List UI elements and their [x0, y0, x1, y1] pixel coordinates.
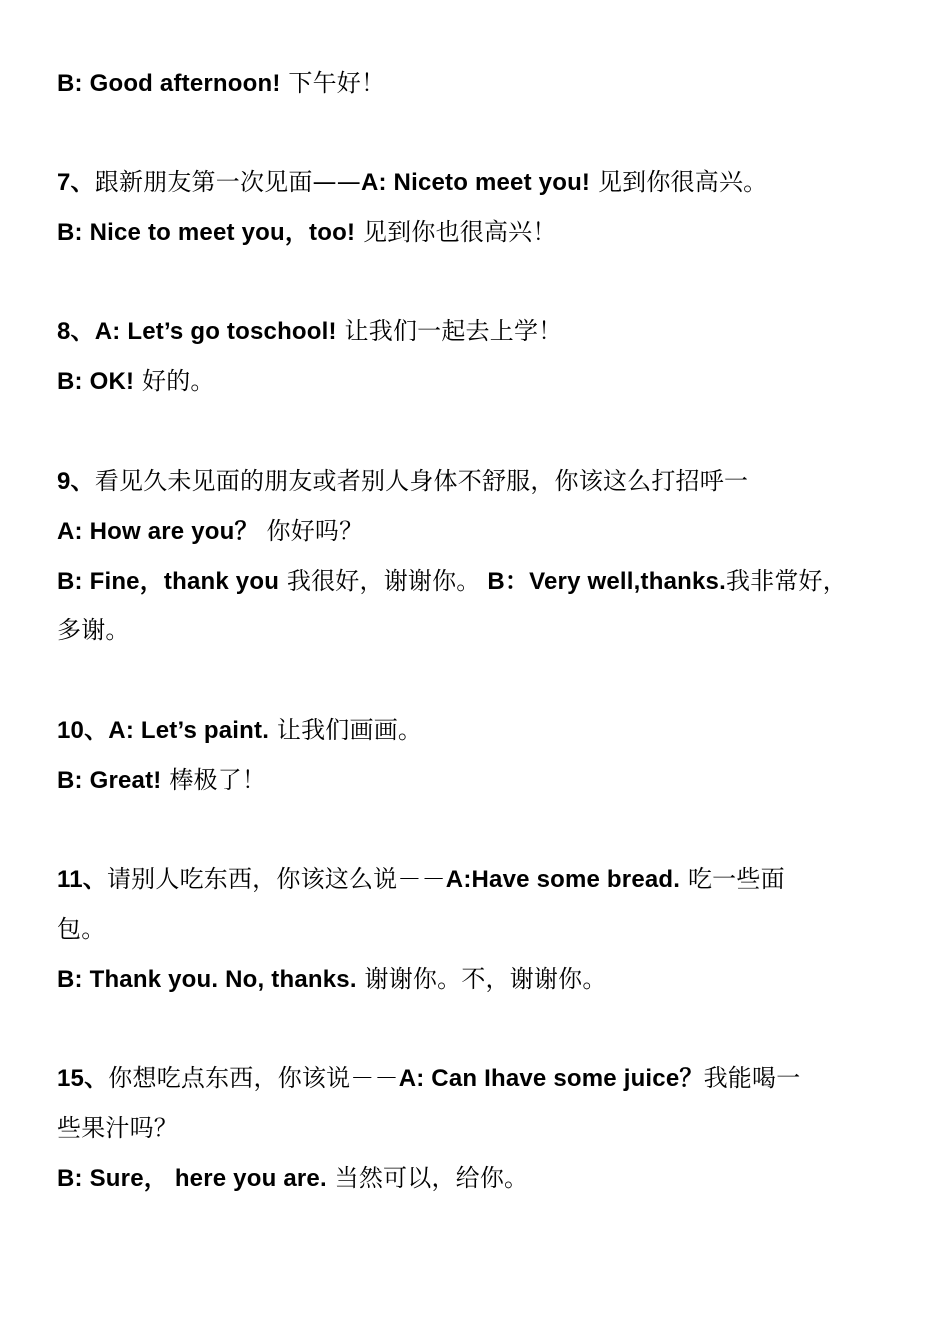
dialogue-line [57, 1112, 178, 1144]
chinese-text: 让我们画画。 [269, 716, 423, 744]
chinese-text: 下午好！ [280, 69, 386, 97]
chinese-text: 我能喝一 [703, 1064, 801, 1092]
english-text: B: Sure， here you are. [57, 1165, 327, 1192]
dialogue-line [57, 614, 130, 646]
english-text: B：Very well,thanks. [480, 568, 726, 595]
chinese-text: 跟新朋友第一次见面—— [94, 168, 361, 196]
english-text: B: OK! [57, 368, 135, 395]
chinese-text: 些果汁吗？ [57, 1114, 178, 1142]
chinese-text: 你想吃点东西，你该说－－ [108, 1064, 399, 1092]
english-text: B: Good afternoon! [57, 70, 281, 97]
dialogue-line [57, 515, 363, 547]
english-text: A: Niceto meet you! [360, 169, 591, 196]
chinese-text: 包。 [57, 915, 106, 943]
chinese-text: 我非常好， [725, 567, 847, 595]
chinese-text: 见到你也很高兴！ [355, 218, 557, 246]
chinese-text: 我很好，谢谢你。 [279, 567, 481, 595]
english-text: B: Nice to meet you，too! [57, 219, 356, 246]
english-text: 10、A: Let’s paint. [57, 717, 270, 744]
item-number: 11、 [57, 866, 107, 893]
chinese-text: 吃一些面 [680, 865, 785, 893]
chinese-text: 当然可以，给你。 [326, 1164, 529, 1192]
dialogue-line [57, 315, 562, 347]
english-text: A: How are you？ [57, 518, 259, 545]
dialogue-line [57, 1062, 800, 1094]
chinese-text: 谢谢你。不，谢谢你。 [356, 965, 607, 993]
english-text: B: Fine，thank you [57, 568, 280, 595]
item-number: 15、 [57, 1065, 109, 1092]
dialogue-line [57, 863, 785, 895]
chinese-text: 让我们一起去上学！ [336, 317, 563, 345]
english-text: A:Have some bread. [445, 866, 681, 893]
dialogue-line [57, 714, 422, 746]
chinese-text: 棒极了！ [161, 766, 267, 794]
item-number: 7、 [57, 169, 95, 196]
dialogue-line [57, 963, 607, 995]
item-number: 9、 [57, 468, 95, 495]
english-text: B: Thank you. No, thanks. [57, 966, 357, 993]
dialogue-line [57, 1162, 528, 1194]
dialogue-line [57, 913, 105, 945]
chinese-text: 你好吗？ [258, 517, 364, 545]
dialogue-line [57, 764, 266, 796]
dialogue-line [57, 166, 767, 198]
chinese-text: 请别人吃东西，你该这么说－－ [106, 865, 446, 893]
english-text: B: Great! [57, 767, 162, 794]
english-text: 8、A: Let’s go toschool! [57, 318, 337, 345]
dialogue-line [57, 365, 215, 397]
dialogue-line [57, 216, 557, 248]
chinese-text: 多谢。 [57, 616, 130, 644]
chinese-text: 看见久未见面的朋友或者别人身体不舒服，你该这么打招呼一 [94, 467, 749, 495]
dialogue-line [57, 565, 847, 597]
chinese-text: 见到你很高兴。 [590, 168, 768, 196]
chinese-text: 好的。 [134, 367, 215, 395]
english-text: A: Can Ihave some juice？ [398, 1065, 704, 1092]
dialogue-line [57, 465, 748, 497]
dialogue-line [57, 67, 385, 99]
